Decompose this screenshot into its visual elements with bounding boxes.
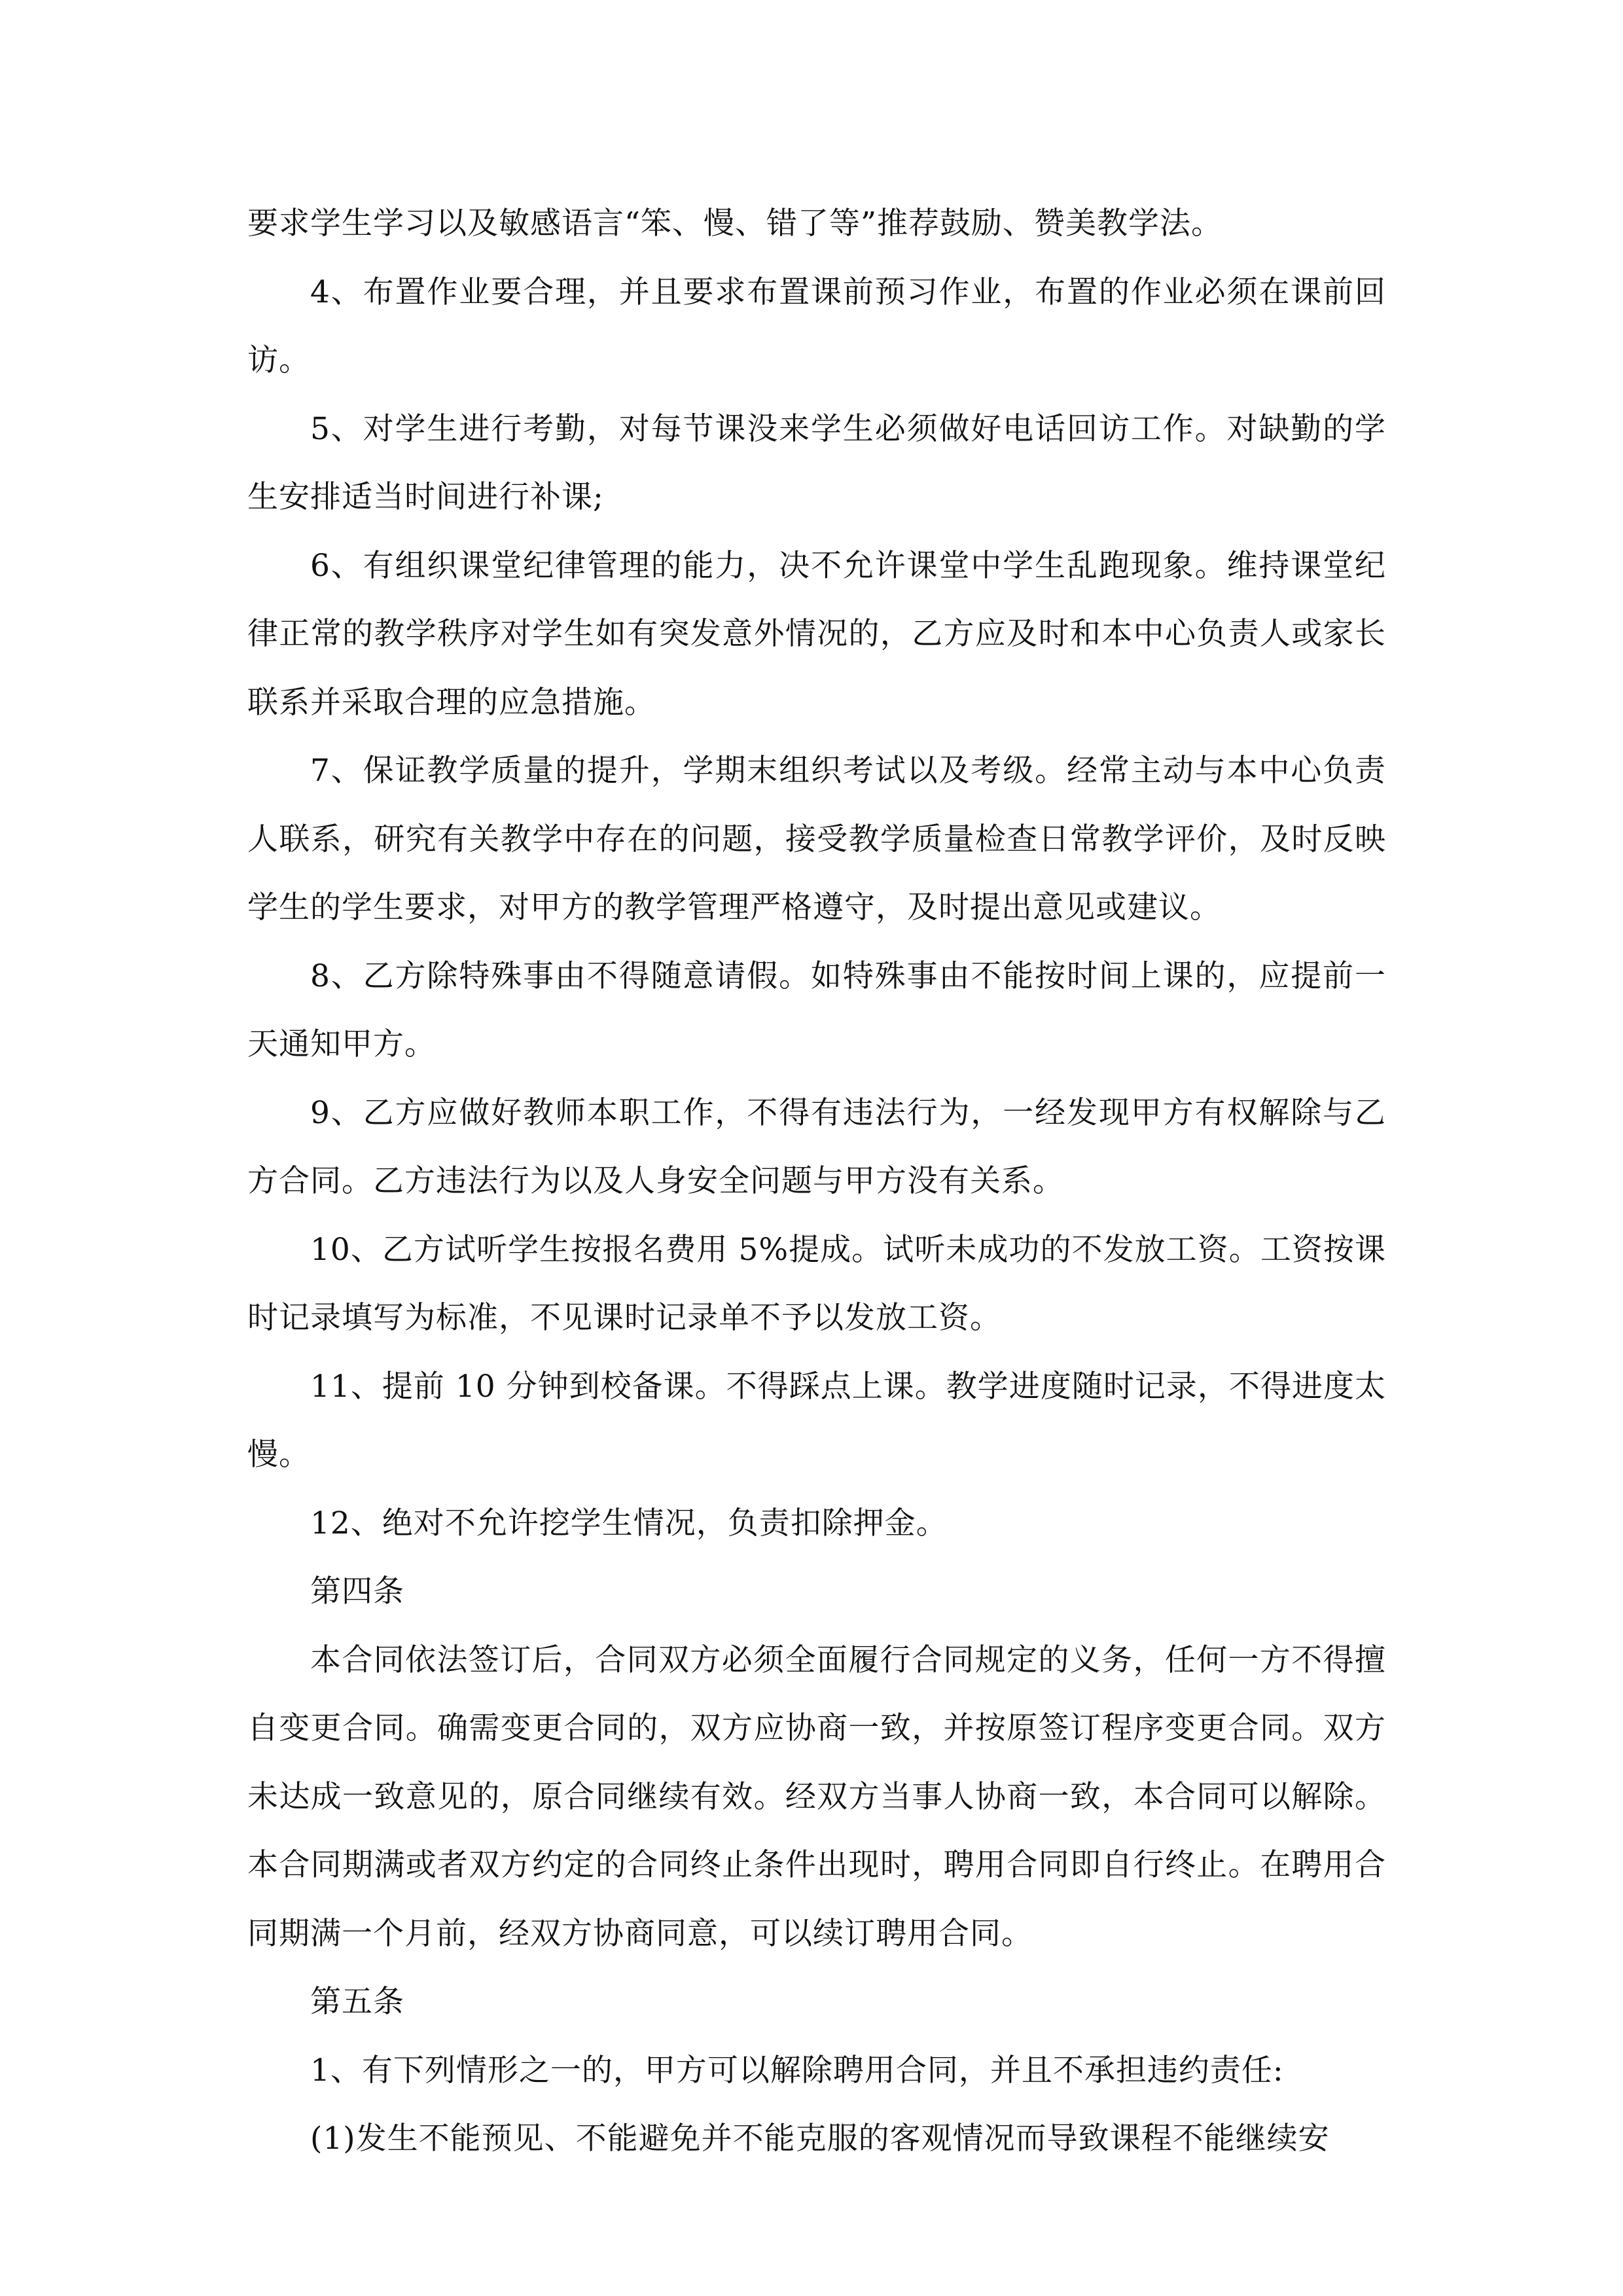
paragraph-continuation: 要求学生学习以及敏感语言“笨、慢、错了等”推荐鼓励、赞美教学法。	[247, 206, 1223, 242]
paragraph-item-8: 8、乙方除特殊事由不得随意请假。如特殊事由不能按时间上课的，应提前一天通知甲方。	[247, 958, 1386, 1062]
article-5-subclause-1: (1)发生不能预见、不能避免并不能克服的客观情况而导致课程不能继续安	[310, 2121, 1330, 2157]
paragraph-item-10: 10、乙方试听学生按报名费用 5%提成。试听未成功的不发放工资。工资按课时记录填写为标准，不见课时记录单不予以发放工资。	[247, 1231, 1386, 1336]
article-5-heading: 第五条	[310, 1984, 404, 2020]
paragraph-item-11: 11、提前 10 分钟到校备课。不得踩点上课。教学进度随时记录，不得进度太慢。	[247, 1368, 1386, 1473]
document-page	[247, 190, 1386, 2174]
paragraph-item-4: 4、布置作业要合理，并且要求布置课前预习作业，布置的作业必须在课前回访。	[247, 274, 1386, 378]
paragraph-item-6: 6、有组织课堂纪律管理的能力，决不允许课堂中学生乱跑现象。维持课堂纪律正常的教学秩序对学生如有突发意外情况的，乙方应及时和本中心负责人或家长联系并采取合理的应急措施。	[247, 547, 1386, 721]
paragraph-item-7: 7、保证教学质量的提升，学期末组织考试以及考级。经常主动与本中心负责人联系，研究有关教学中存在的问题，接受教学质量检查日常教学评价，及时反映学生的学生要求，对甲方的教学管理严格遵守，及时提出意见或建议。	[247, 753, 1386, 925]
article-5-clause-1: 1、有下列情形之一的，甲方可以解除聘用合同，并且不承担违约责任:	[310, 2052, 1284, 2089]
paragraph-item-9: 9、乙方应做好教师本职工作，不得有违法行为，一经发现甲方有权解除与乙方合同。乙方违法行为以及人身安全问题与甲方没有关系。	[247, 1094, 1386, 1199]
paragraph-item-5: 5、对学生进行考勤，对每节课没来学生必须做好电话回访工作。对缺勤的学生安排适当时间进行补课;	[247, 410, 1386, 515]
paragraph-item-12: 12、绝对不允许挖学生情况，负责扣除押金。	[310, 1505, 948, 1541]
article-4-heading: 第四条	[310, 1573, 404, 1609]
article-4-body: 本合同依法签订后，合同双方必须全面履行合同规定的义务，任何一方不得擅自变更合同。确需变更合同的，双方应协商一致，并按原签订程序变更合同。双方未达成一致意见的，原合同继续有效。经双方当事人协商一致，本合同可以解除。本合同期满或者双方约定的合同终止条件出现时，聘用合同即自行终止。在聘用合同期满一个月前，经双方协商同意，可以续订聘用合同。	[247, 1641, 1386, 1952]
